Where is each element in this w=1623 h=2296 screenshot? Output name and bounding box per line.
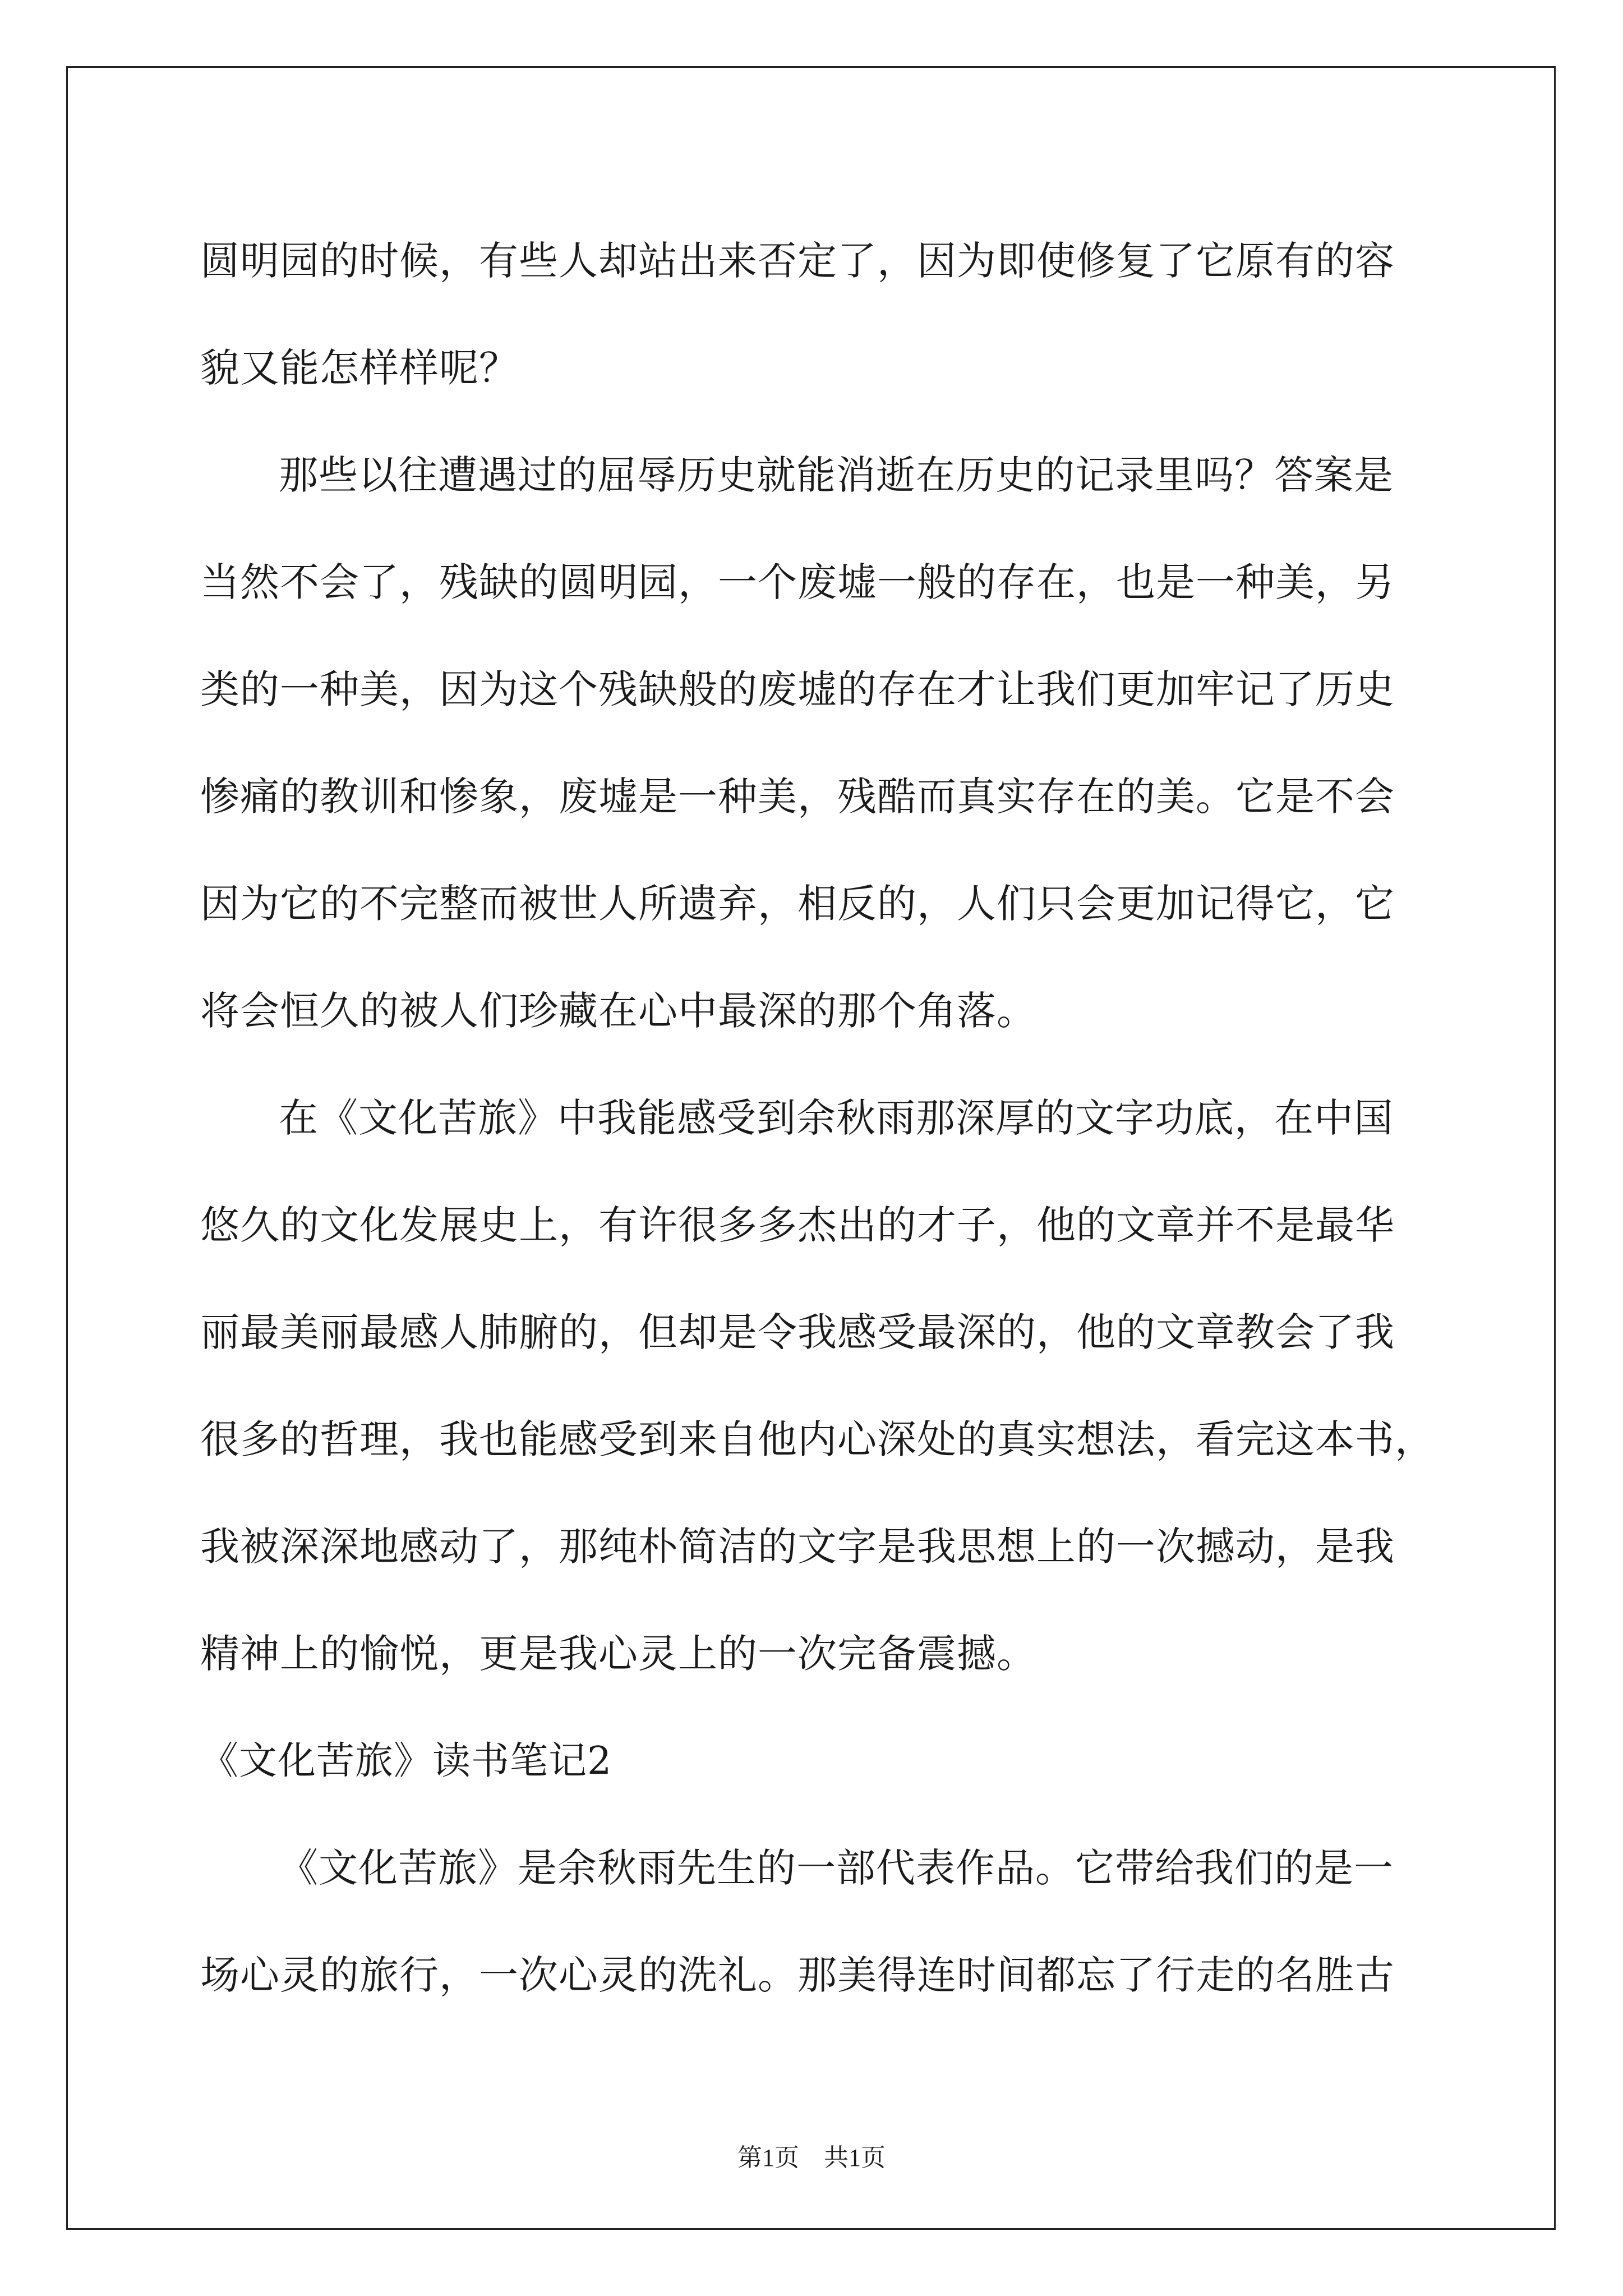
text-line: 因为它的不完整而被世人所遗弃，相反的，人们只会更加记得它，它: [200, 881, 1395, 927]
text-line: 丽最美丽最感人肺腑的，但却是令我感受最深的，他的文章教会了我: [200, 1309, 1395, 1355]
text-line: 精神上的愉悦，更是我心灵上的一次完备震撼。: [200, 1631, 1036, 1677]
text-line: 那些以往遭遇过的屈辱历史就能消逝在历史的记录里吗？答案是: [279, 452, 1394, 498]
page-number-footer: 第1页 共1页: [737, 2144, 886, 2171]
text-line: 在《文化苦旅》中我能感受到余秋雨那深厚的文字功底，在中国: [279, 1095, 1394, 1141]
text-line: 圆明园的时候，有些人却站出来否定了，因为即使修复了它原有的容: [200, 238, 1395, 284]
text-line: 当然不会了，残缺的圆明园，一个废墟一般的存在，也是一种美，另: [200, 559, 1395, 605]
document-body: [200, 208, 1435, 2029]
text-line: 《文化苦旅》是余秋雨先生的一部代表作品。它带给我们的是一: [279, 1845, 1394, 1891]
section-heading: 《文化苦旅》读书笔记2: [200, 1739, 612, 1783]
text-line: 悠久的文化发展史上，有许很多多杰出的才子，他的文章并不是最华: [200, 1202, 1395, 1248]
text-line: 惨痛的教训和惨象，废墟是一种美，残酷而真实存在的美。它是不会: [200, 774, 1395, 820]
text-line: 很多的哲理，我也能感受到来自他内心深处的真实想法，看完这本书，: [200, 1416, 1435, 1462]
text-line: 将会恒久的被人们珍藏在心中最深的那个角落。: [200, 988, 1036, 1034]
text-line: 我被深深地感动了，那纯朴简洁的文字是我思想上的一次撼动，是我: [200, 1524, 1395, 1570]
text-line: 貌又能怎样样呢？: [200, 345, 519, 391]
text-line: 类的一种美，因为这个残缺般的废墟的存在才让我们更加牢记了历史: [200, 666, 1395, 712]
text-line: 场心灵的旅行，一次心灵的洗礼。那美得连时间都忘了行走的名胜古: [200, 1952, 1395, 1998]
